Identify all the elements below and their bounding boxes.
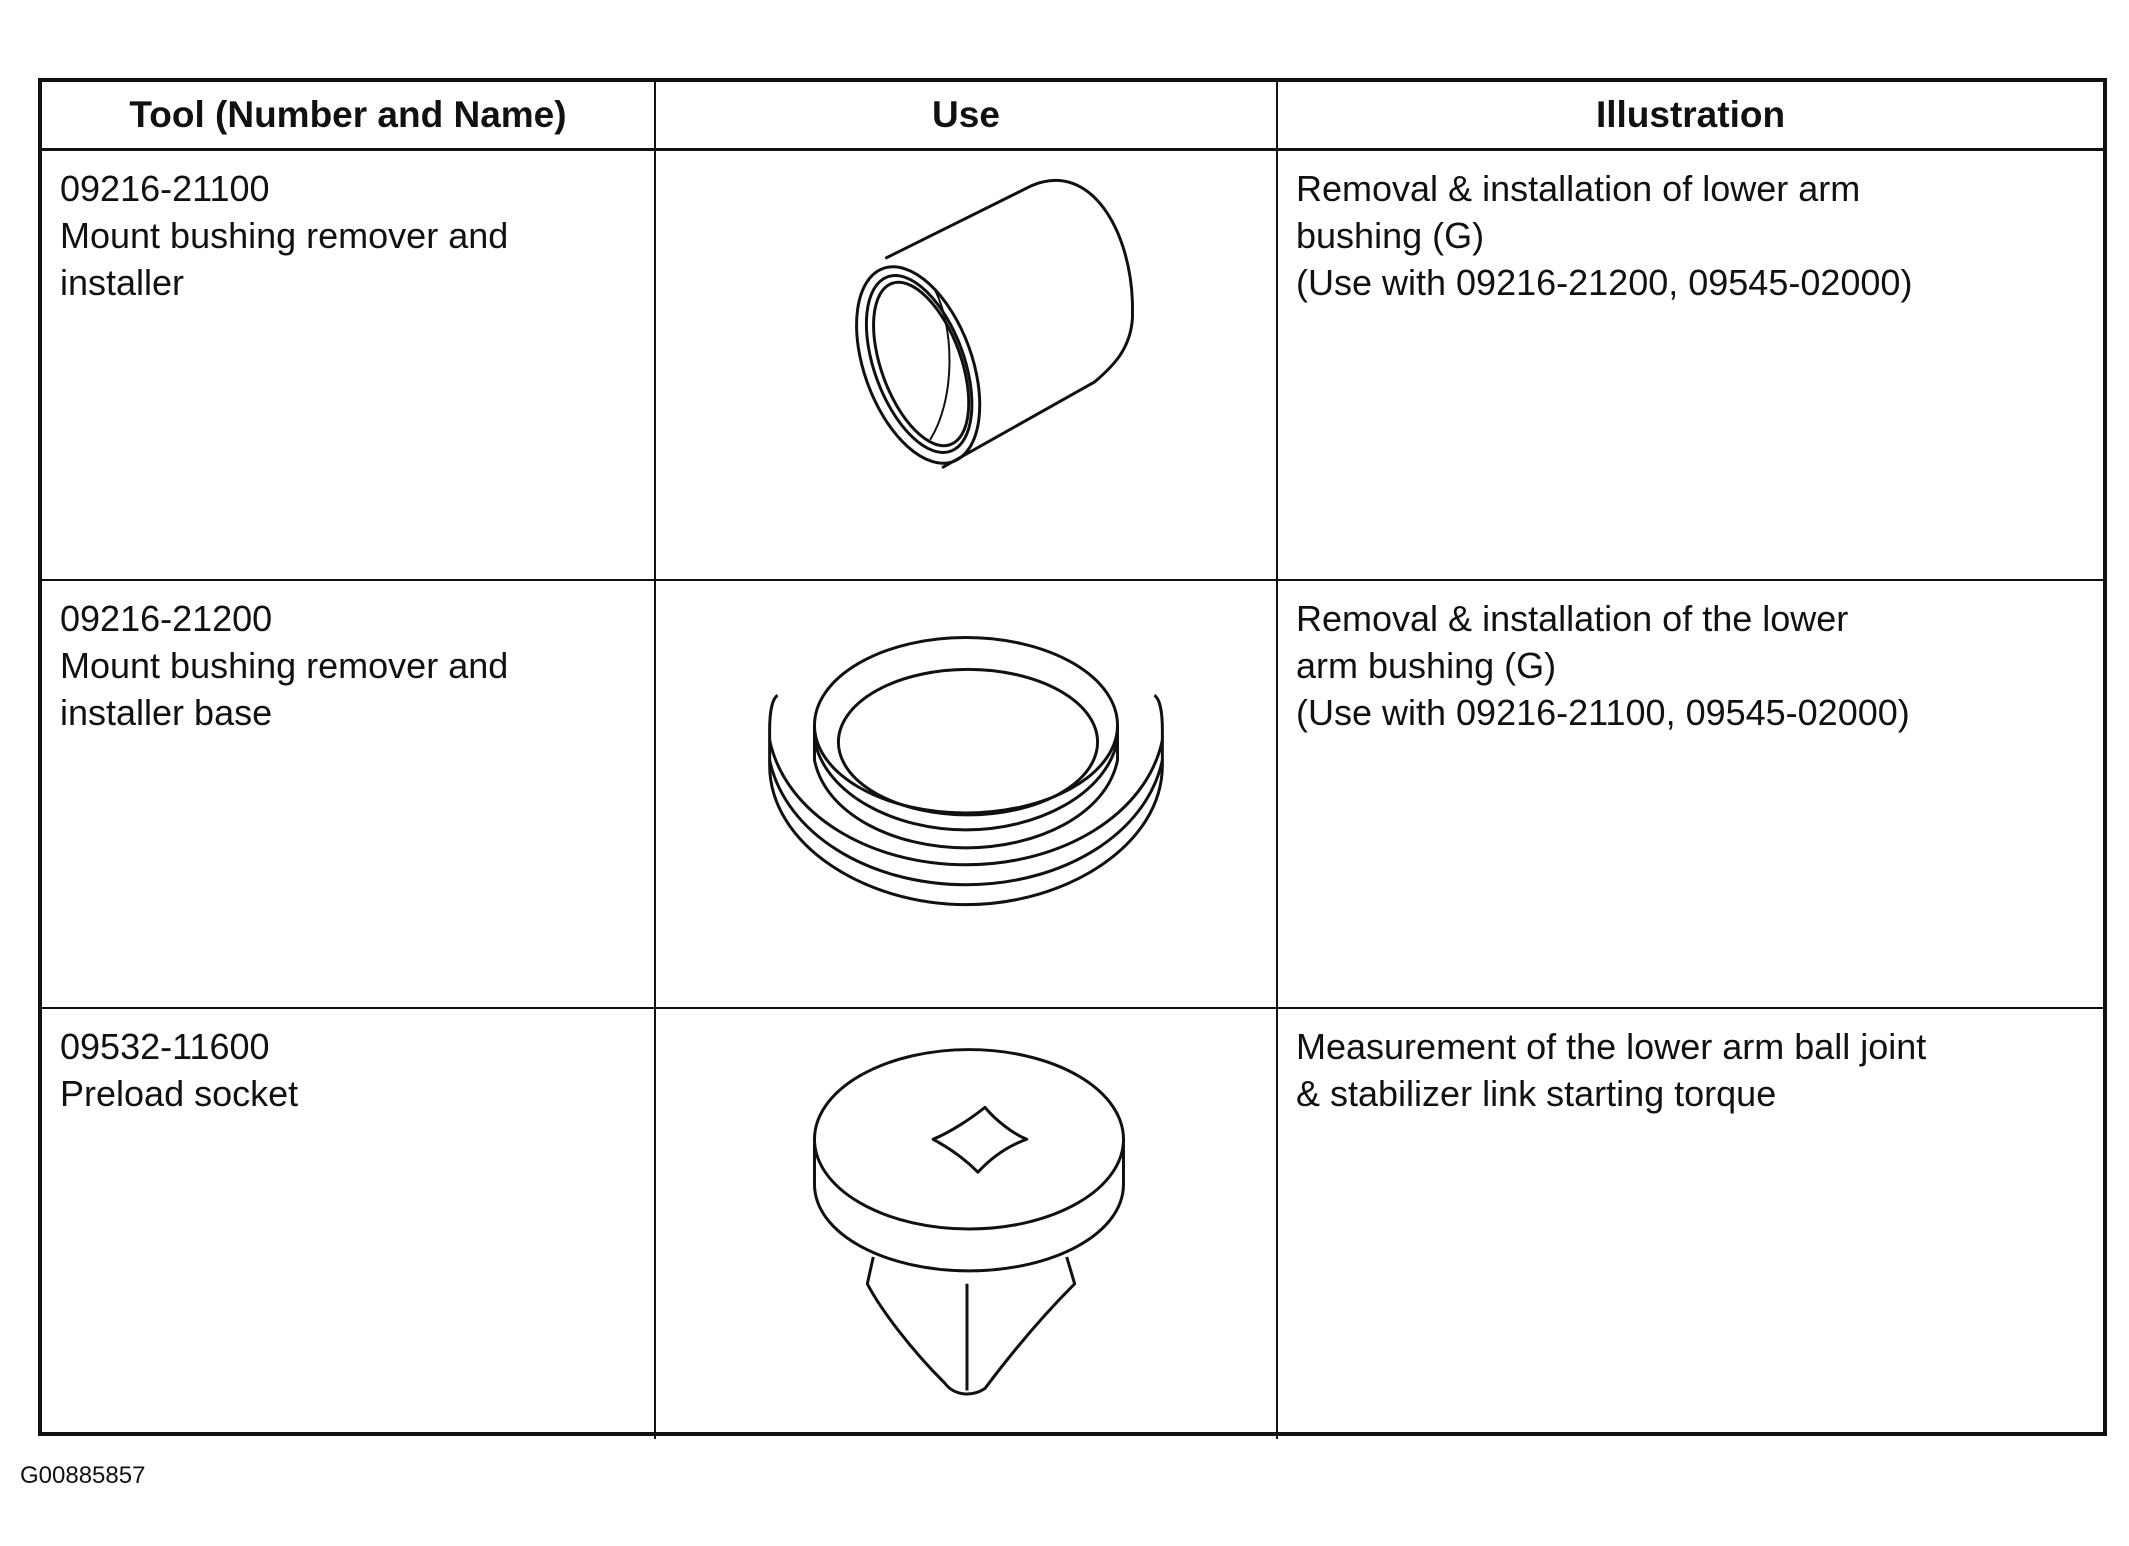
description-line: Removal & installation of lower arm <box>1296 168 1861 209</box>
description-cell-2 <box>1278 581 2103 1009</box>
drawing-cell-2 <box>656 581 1278 1009</box>
tool-cell-2 <box>42 581 656 1009</box>
description-line: Measurement of the lower arm ball joint <box>1296 1026 1927 1067</box>
description-line: Removal & installation of the lower <box>1296 598 1849 639</box>
description-line: bushing (G) <box>1296 215 1485 256</box>
description-line: (Use with 09216-21100, 09545-02000) <box>1296 692 1910 733</box>
tool-name-line: Preload socket <box>60 1073 299 1114</box>
tool-cell-3 <box>42 1009 656 1439</box>
tool-number: 09216-21100 <box>60 168 270 209</box>
header-illustration: Illustration <box>1278 82 2103 151</box>
tool-name-line: Mount bushing remover and <box>60 645 509 686</box>
header-tool: Tool (Number and Name) <box>42 82 656 151</box>
drawing-cell-3 <box>656 1009 1278 1439</box>
ring-base-icon <box>656 580 1276 1008</box>
preload-socket-icon <box>656 1009 1276 1439</box>
description-line: (Use with 09216-21200, 09545-02000) <box>1296 262 1913 303</box>
description-cell-1 <box>1278 151 2103 581</box>
tool-name-line: installer base <box>60 692 273 733</box>
figure-id: G00885857 <box>20 1462 146 1489</box>
description-line: & stabilizer link starting torque <box>1296 1073 1777 1114</box>
description-line: arm bushing (G) <box>1296 645 1557 686</box>
tool-number: 09216-21200 <box>60 598 273 639</box>
header-use: Use <box>656 82 1278 151</box>
tool-number: 09532-11600 <box>60 1026 270 1067</box>
drawing-cell-1 <box>656 151 1278 581</box>
tool-cell-1 <box>42 151 656 581</box>
description-cell-3 <box>1278 1009 2103 1439</box>
tool-name-line: Mount bushing remover and <box>60 215 509 256</box>
special-tools-table <box>38 78 2107 1436</box>
cylindrical-sleeve-icon <box>656 150 1276 580</box>
tool-name-line: installer <box>60 262 185 303</box>
